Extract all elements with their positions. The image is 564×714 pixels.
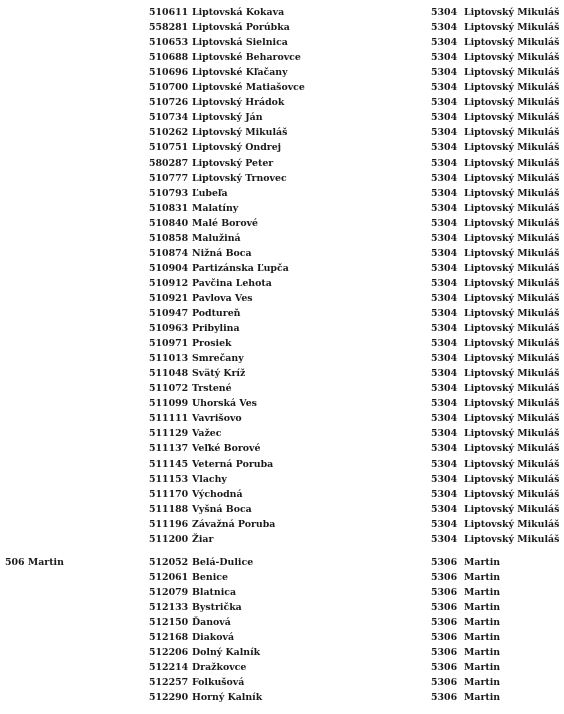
district-code: 5304 <box>431 97 458 109</box>
table-row <box>0 201 564 216</box>
municipality-name: Liptovský Ján <box>192 112 263 124</box>
district-name: Liptovský Mikuláš <box>464 398 560 410</box>
district-name: Liptovský Mikuláš <box>464 97 560 109</box>
table-row <box>0 600 564 615</box>
municipality-code: 510700 <box>149 82 189 94</box>
municipality-name: Liptovský Trnovec <box>192 172 287 184</box>
table-row <box>0 171 564 186</box>
municipality-code: 510831 <box>149 202 189 214</box>
municipality-name: Dražkovce <box>192 662 247 674</box>
district-code: 5304 <box>431 52 458 64</box>
district-name: Liptovský Mikuláš <box>464 52 560 64</box>
table-row <box>0 351 564 366</box>
district-name: Martin <box>464 602 501 614</box>
district-code: 5304 <box>431 202 458 214</box>
district-name: Liptovský Mikuláš <box>464 37 560 49</box>
table-row <box>0 426 564 441</box>
district-code: 5304 <box>431 323 458 335</box>
municipality-name: Žiar <box>192 533 214 545</box>
district-code: 5304 <box>431 503 458 515</box>
municipality-code: 510696 <box>149 67 189 79</box>
municipality-code: 512257 <box>149 677 189 689</box>
municipality-code: 511200 <box>149 533 189 545</box>
district-name: Liptovský Mikuláš <box>464 22 560 34</box>
district-code: 5306 <box>431 587 458 599</box>
district-code: 5304 <box>431 82 458 94</box>
table-row <box>0 366 564 381</box>
municipality-name: Smrečany <box>192 353 244 365</box>
district-name: Martin <box>464 632 501 644</box>
district-code: 5304 <box>431 172 458 184</box>
table-row <box>0 291 564 306</box>
district-name: Liptovský Mikuláš <box>464 383 560 395</box>
district-name: Liptovský Mikuláš <box>464 353 560 365</box>
district-code: 5304 <box>431 413 458 425</box>
table-row <box>0 570 564 585</box>
district-name: Liptovský Mikuláš <box>464 187 560 199</box>
district-code: 5304 <box>431 368 458 380</box>
district-code: 5304 <box>431 67 458 79</box>
district-code: 5304 <box>431 458 458 470</box>
municipality-name: Ľubeľa <box>192 187 228 199</box>
district-code: 5306 <box>431 662 458 674</box>
municipality-code: 510912 <box>149 277 189 289</box>
district-code: 5304 <box>431 37 458 49</box>
municipality-code: 511196 <box>149 518 189 530</box>
municipality-code: 510963 <box>149 323 189 335</box>
table-row <box>0 95 564 110</box>
municipality-code: 510840 <box>149 217 189 229</box>
municipality-name: Pavčina Lehota <box>192 277 272 289</box>
district-name: Liptovský Mikuláš <box>464 488 560 500</box>
municipality-name: Veľké Borové <box>192 443 261 455</box>
district-name: Liptovský Mikuláš <box>464 533 560 545</box>
municipality-name: Liptovská Porúbka <box>192 22 290 34</box>
municipality-code: 558281 <box>149 22 189 34</box>
municipality-name: Liptovský Peter <box>192 157 274 169</box>
district-code: 5306 <box>431 572 458 584</box>
district-code: 5304 <box>431 112 458 124</box>
municipality-name: Malé Borové <box>192 217 259 229</box>
district-code: 5306 <box>431 617 458 629</box>
district-code: 5304 <box>431 533 458 545</box>
municipality-name: Vyšná Boca <box>192 503 252 515</box>
district-name: Martin <box>464 692 501 704</box>
municipality-name: Závažná Poruba <box>192 518 276 530</box>
table-row <box>0 502 564 517</box>
district-name: Liptovský Mikuláš <box>464 503 560 515</box>
table-row <box>0 660 564 675</box>
municipality-name: Východná <box>192 488 243 500</box>
municipality-code: 511099 <box>149 398 189 410</box>
municipality-name: Nižná Boca <box>192 247 252 259</box>
district-name: Liptovský Mikuláš <box>464 368 560 380</box>
municipality-name: Liptovské Matiašovce <box>192 82 305 94</box>
municipality-name: Svätý Kríž <box>192 368 246 380</box>
district-code: 5304 <box>431 488 458 500</box>
district-name: Liptovský Mikuláš <box>464 443 560 455</box>
municipality-code: 511048 <box>149 368 189 380</box>
table-row <box>0 321 564 336</box>
district-name: Liptovský Mikuláš <box>464 202 560 214</box>
district-code: 5304 <box>431 443 458 455</box>
table-row <box>0 110 564 125</box>
municipality-name: Partizánska Ľupča <box>192 262 289 274</box>
municipality-code: 511153 <box>149 473 189 485</box>
table-row <box>0 411 564 426</box>
municipality-code: 511170 <box>149 488 189 500</box>
table-row <box>0 336 564 351</box>
table-row <box>0 555 564 570</box>
municipality-name: Folkušová <box>192 677 245 689</box>
district-name: Liptovský Mikuláš <box>464 458 560 470</box>
municipality-code: 511111 <box>149 413 189 425</box>
municipality-code: 512214 <box>149 662 189 674</box>
table-row <box>0 381 564 396</box>
municipality-code: 512206 <box>149 647 189 659</box>
table-row <box>0 50 564 65</box>
municipality-name: Liptovský Mikuláš <box>192 127 288 139</box>
municipality-code: 511013 <box>149 353 189 365</box>
table-row <box>0 186 564 201</box>
district-name: Liptovský Mikuláš <box>464 112 560 124</box>
municipality-name: Liptovský Hrádok <box>192 97 285 109</box>
district-code: 5306 <box>431 692 458 704</box>
district-code: 5306 <box>431 677 458 689</box>
district-name: Liptovský Mikuláš <box>464 82 560 94</box>
table-row <box>0 585 564 600</box>
district-code: 5304 <box>431 232 458 244</box>
district-code: 5304 <box>431 187 458 199</box>
district-code: 5304 <box>431 22 458 34</box>
district-label: 506 Martin <box>5 557 64 568</box>
municipality-name: Prosiek <box>192 338 232 350</box>
district-code: 5304 <box>431 518 458 530</box>
district-name: Liptovský Mikuláš <box>464 67 560 79</box>
table-row <box>0 630 564 645</box>
district-name: Liptovský Mikuláš <box>464 172 560 184</box>
municipality-name: Uhorská Ves <box>192 398 257 410</box>
district-code: 5304 <box>431 277 458 289</box>
municipality-name: Pavlova Ves <box>192 292 253 304</box>
municipality-code: 510688 <box>149 52 189 64</box>
municipality-name: Belá-Dulice <box>192 557 254 568</box>
municipality-code: 510858 <box>149 232 189 244</box>
district-code: 5304 <box>431 338 458 350</box>
district-name: Martin <box>464 617 501 629</box>
district-code: 5306 <box>431 647 458 659</box>
municipality-code: 510904 <box>149 262 189 274</box>
municipality-code: 510921 <box>149 292 189 304</box>
municipality-code: 512168 <box>149 632 189 644</box>
table-row <box>0 261 564 276</box>
district-code: 5304 <box>431 262 458 274</box>
district-code: 5304 <box>431 292 458 304</box>
district-name: Liptovský Mikuláš <box>464 308 560 319</box>
municipality-code: 510777 <box>149 172 189 184</box>
table-row <box>0 20 564 35</box>
table-row <box>0 216 564 231</box>
table-row <box>0 532 564 547</box>
district-code: 5304 <box>431 142 458 154</box>
municipality-name: Bystrička <box>192 602 242 614</box>
municipality-name: Liptovská Sielnica <box>192 37 288 49</box>
municipality-name: Blatnica <box>192 587 237 599</box>
municipality-name: Dolný Kalník <box>192 647 261 659</box>
district-name: Liptovský Mikuláš <box>464 232 560 244</box>
municipality-name: Liptovská Kokava <box>192 7 285 18</box>
municipality-name: Horný Kalník <box>192 692 263 704</box>
district-name: Liptovský Mikuláš <box>464 142 560 154</box>
district-name: Liptovský Mikuláš <box>464 428 560 440</box>
table-row <box>0 125 564 140</box>
district-code: 5304 <box>431 157 458 169</box>
municipality-name: Trstené <box>192 383 232 395</box>
municipality-code: 510751 <box>149 142 189 154</box>
municipality-code: 510874 <box>149 247 189 259</box>
municipality-code: 511137 <box>149 443 189 455</box>
municipality-name: Veterná Poruba <box>192 458 274 470</box>
municipality-name: Podtureň <box>192 308 241 319</box>
municipality-name: Vavrišovo <box>192 413 242 425</box>
district-code: 5306 <box>431 557 458 568</box>
municipality-code: 510726 <box>149 97 189 109</box>
table-row <box>0 675 564 690</box>
district-name: Martin <box>464 557 501 568</box>
district-code: 5306 <box>431 602 458 614</box>
municipality-code: 510734 <box>149 112 189 124</box>
district-code: 5304 <box>431 217 458 229</box>
municipality-code: 511188 <box>149 503 189 515</box>
table-row <box>0 472 564 487</box>
district-name: Martin <box>464 647 501 659</box>
district-name: Liptovský Mikuláš <box>464 413 560 425</box>
municipality-code: 510793 <box>149 187 189 199</box>
district-name: Liptovský Mikuláš <box>464 127 560 139</box>
district-name: Liptovský Mikuláš <box>464 262 560 274</box>
table-row <box>0 396 564 411</box>
district-code: 5304 <box>431 428 458 440</box>
district-name: Liptovský Mikuláš <box>464 473 560 485</box>
municipality-name: Važec <box>192 428 222 440</box>
table-row <box>0 246 564 261</box>
municipality-name: Vlachy <box>192 473 227 485</box>
district-name: Liptovský Mikuláš <box>464 277 560 289</box>
municipality-name: Pribylina <box>192 323 240 335</box>
municipality-code: 512079 <box>149 587 189 599</box>
municipality-code: 511072 <box>149 383 189 395</box>
district-code: 5304 <box>431 353 458 365</box>
municipality-code: 511145 <box>149 458 189 470</box>
municipality-code: 512061 <box>149 572 189 584</box>
district-name: Martin <box>464 662 501 674</box>
municipality-code: 510262 <box>149 127 189 139</box>
municipality-code: 512052 <box>149 557 189 568</box>
municipality-code: 580287 <box>149 157 189 169</box>
municipality-code: 512133 <box>149 602 189 614</box>
municipality-code: 510971 <box>149 338 189 350</box>
table-row <box>0 65 564 80</box>
municipality-code: 510947 <box>149 308 189 319</box>
municipality-name: Malužiná <box>192 232 241 244</box>
district-name: Liptovský Mikuláš <box>464 7 560 18</box>
table-row <box>0 156 564 171</box>
table-row <box>0 441 564 456</box>
table-row <box>0 35 564 50</box>
municipality-name: Benice <box>192 572 228 584</box>
municipality-name: Malatíny <box>192 202 239 214</box>
district-name: Martin <box>464 677 501 689</box>
district-name: Liptovský Mikuláš <box>464 157 560 169</box>
municipality-code: 512290 <box>149 692 189 704</box>
table-row <box>0 5 564 20</box>
table-row <box>0 645 564 660</box>
municipality-code: 510653 <box>149 37 189 49</box>
table-row <box>0 276 564 291</box>
district-code: 5306 <box>431 632 458 644</box>
district-name: Martin <box>464 587 501 599</box>
district-code: 5304 <box>431 247 458 259</box>
district-name: Liptovský Mikuláš <box>464 247 560 259</box>
table-row <box>0 306 564 321</box>
table-row <box>0 80 564 95</box>
district-name: Martin <box>464 572 501 584</box>
district-name: Liptovský Mikuláš <box>464 338 560 350</box>
table-row <box>0 140 564 155</box>
district-code: 5304 <box>431 398 458 410</box>
municipality-name: Liptovské Beharovce <box>192 52 301 64</box>
table-row <box>0 231 564 246</box>
district-name: Liptovský Mikuláš <box>464 518 560 530</box>
district-code: 5304 <box>431 7 458 18</box>
municipality-code: 510611 <box>149 7 189 18</box>
municipality-name: Liptovské Kľačany <box>192 67 288 79</box>
municipality-code: 512150 <box>149 617 189 629</box>
municipality-name: Liptovský Ondrej <box>192 142 282 154</box>
municipality-name: Ďanová <box>192 617 231 629</box>
district-code: 5304 <box>431 308 458 319</box>
district-code: 5304 <box>431 473 458 485</box>
table-row <box>0 517 564 532</box>
district-name: Liptovský Mikuláš <box>464 323 560 335</box>
district-name: Liptovský Mikuláš <box>464 217 560 229</box>
table-row <box>0 457 564 472</box>
table-row <box>0 487 564 502</box>
district-code: 5304 <box>431 383 458 395</box>
table-row <box>0 690 564 705</box>
municipality-code: 511129 <box>149 428 189 440</box>
district-code: 5304 <box>431 127 458 139</box>
municipality-name: Diaková <box>192 632 235 644</box>
table-row <box>0 615 564 630</box>
district-name: Liptovský Mikuláš <box>464 292 560 304</box>
